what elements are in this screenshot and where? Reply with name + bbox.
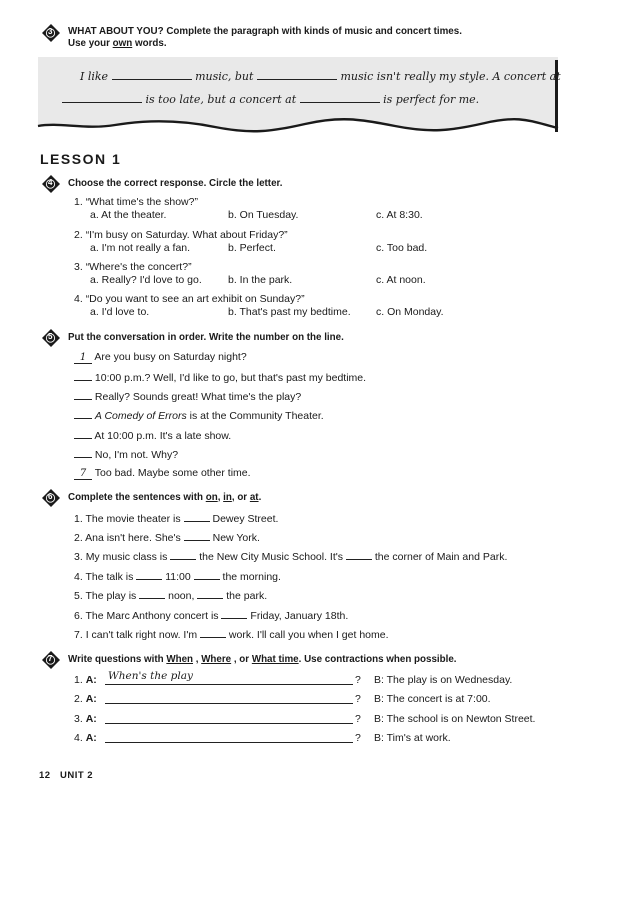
question-4: 4. “Do you want to see an art exhibit on Sunday?”: [74, 293, 305, 305]
page-footer: [39, 770, 93, 781]
conversation-line-1: 1 Are you busy on Saturday night?: [74, 351, 247, 364]
order-blank-1[interactable]: 1: [74, 352, 92, 364]
sentence-6: 6. The Marc Anthony concert is Friday, January 18th.: [74, 610, 349, 622]
order-blank-3[interactable]: [74, 390, 92, 400]
order-blank-6[interactable]: [74, 448, 92, 458]
question-3: 3. “Where's the concert?”: [74, 261, 192, 273]
answer-row-4: B: Tim's at work.: [374, 732, 451, 744]
conversation-line-2: 10:00 p.m.? Well, I'd like to go, but that's past my bedtime.: [74, 371, 366, 384]
paragraph-line-2: is too late, but a concert at is perfect for me.: [62, 93, 479, 106]
exercise-4-number: 4: [48, 178, 53, 187]
exercise-5-instruction: Put the conversation in order. Write the number on the line.: [68, 332, 344, 343]
question-1: 1. “What time's the show?”: [74, 196, 198, 208]
question-input-4[interactable]: [105, 730, 353, 743]
question-mark-3: ?: [355, 713, 361, 725]
option-3c[interactable]: c. At noon.: [376, 274, 426, 286]
exercise-7-number: 7: [48, 654, 53, 663]
prep-blank-6[interactable]: [221, 609, 247, 619]
exercise-3-instruction: WHAT ABOUT YOU? Complete the paragraph with kinds of music and concert times.: [68, 26, 462, 37]
option-4a[interactable]: a. I'd love to.: [90, 306, 150, 318]
exercise-4-instruction: Choose the correct response. Circle the letter.: [68, 178, 283, 189]
option-4c[interactable]: c. On Monday.: [376, 306, 444, 318]
blank-music-2[interactable]: [257, 70, 337, 80]
question-input-1[interactable]: When's the play: [105, 672, 353, 685]
question-mark-4: ?: [355, 732, 361, 744]
exercise-3-badge-icon: [42, 24, 58, 40]
blank-time-2[interactable]: [300, 93, 380, 103]
option-4b[interactable]: b. That's past my bedtime.: [228, 306, 351, 318]
unit-label: UNIT 2: [60, 770, 94, 781]
torn-edge-decoration: [30, 112, 570, 140]
answer-row-2: B: The concert is at 7:00.: [374, 693, 491, 705]
order-blank-5[interactable]: [74, 429, 92, 439]
option-3a[interactable]: a. Really? I'd love to go.: [90, 274, 202, 286]
prep-blank-3b[interactable]: [346, 550, 372, 560]
exercise-3-number: 3: [48, 27, 53, 36]
order-blank-4[interactable]: [74, 409, 92, 419]
sentence-1: 1. The movie theater is Dewey Street.: [74, 513, 279, 525]
conversation-line-5: At 10:00 p.m. It's a late show.: [74, 429, 231, 442]
sentence-5: 5. The play is noon, the park.: [74, 590, 268, 602]
exercise-3-instruction-2: Use your own words.: [68, 38, 167, 49]
question-mark-1: ?: [355, 674, 361, 686]
option-1b[interactable]: b. On Tuesday.: [228, 209, 299, 221]
exercise-6-badge-icon: [42, 489, 58, 505]
conversation-line-3: Really? Sounds great! What time's the play?: [74, 390, 301, 403]
blank-time-1[interactable]: [62, 93, 142, 103]
question-row-4-label: 4. A:: [74, 732, 97, 744]
answer-row-3: B: The school is on Newton Street.: [374, 713, 536, 725]
prep-blank-4b[interactable]: [194, 570, 220, 580]
option-2b[interactable]: b. Perfect.: [228, 242, 276, 254]
prep-blank-3a[interactable]: [170, 550, 196, 560]
prep-blank-2[interactable]: [184, 531, 210, 541]
option-3b[interactable]: b. In the park.: [228, 274, 293, 286]
order-blank-2[interactable]: [74, 371, 92, 381]
blank-music-1[interactable]: [112, 70, 192, 80]
question-row-2-label: 2. A:: [74, 693, 97, 705]
prep-blank-4a[interactable]: [136, 570, 162, 580]
question-input-2[interactable]: [105, 691, 353, 704]
exercise-5-badge-icon: [42, 329, 58, 345]
question-row-1-label: 1. A:: [74, 674, 97, 686]
question-input-3[interactable]: [105, 711, 353, 724]
option-2c[interactable]: c. Too bad.: [376, 242, 428, 254]
exercise-7-instruction: Write questions with When , Where , or What time. Use contractions when possible.: [68, 654, 457, 665]
conversation-line-7: 7 Too bad. Maybe some other time.: [74, 467, 251, 480]
paragraph-line-1: I like music, but music isn't really my style. A concert at: [80, 70, 561, 83]
exercise-6-number: 6: [48, 492, 53, 501]
option-1a[interactable]: a. At the theater.: [90, 209, 167, 221]
sentence-3: 3. My music class is the New City Music School. It's the corner of Main and Park.: [74, 551, 508, 563]
exercise-5-number: 5: [48, 332, 53, 341]
conversation-line-4: A Comedy of Errors is at the Community Theater.: [74, 409, 324, 422]
lesson-title: LESSON 1: [40, 151, 122, 167]
question-mark-2: ?: [355, 693, 361, 705]
exercise-6-instruction: Complete the sentences with on, in, or at.: [68, 492, 262, 503]
sentence-2: 2. Ana isn't here. She's New York.: [74, 532, 260, 544]
prep-blank-5b[interactable]: [197, 589, 223, 599]
exercise-4-badge-icon: [42, 175, 58, 191]
exercise-7-badge-icon: [42, 651, 58, 667]
prep-blank-1[interactable]: [184, 512, 210, 522]
question-row-3-label: 3. A:: [74, 713, 97, 725]
question-2: 2. “I'm busy on Saturday. What about Friday?”: [74, 229, 288, 241]
prep-blank-5a[interactable]: [139, 589, 165, 599]
sentence-7: 7. I can't talk right now. I'm work. I'll call you when I get home.: [74, 629, 389, 641]
page-number: 12: [39, 770, 51, 781]
option-1c[interactable]: c. At 8:30.: [376, 209, 423, 221]
conversation-line-6: No, I'm not. Why?: [74, 448, 178, 461]
option-2a[interactable]: a. I'm not really a fan.: [90, 242, 191, 254]
order-blank-7[interactable]: 7: [74, 468, 92, 480]
sentence-4: 4. The talk is 11:00 the morning.: [74, 571, 281, 583]
answer-row-1: B: The play is on Wednesday.: [374, 674, 513, 686]
prep-blank-7[interactable]: [200, 628, 226, 638]
